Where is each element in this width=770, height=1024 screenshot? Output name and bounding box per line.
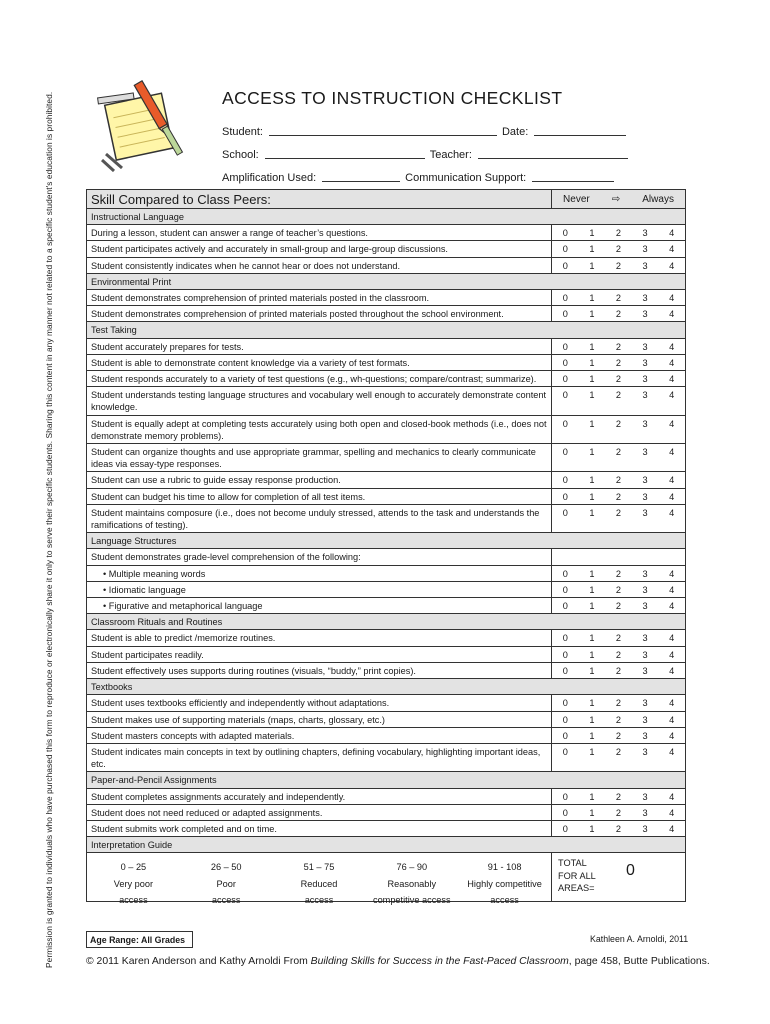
interpretation-l1: Very poor — [113, 878, 154, 889]
score-option[interactable]: 4 — [669, 601, 675, 612]
score-option[interactable]: 4 — [669, 649, 675, 660]
table-row — [87, 695, 685, 711]
author-credit: Kathleen A. Arnoldi, 2011 — [590, 934, 689, 944]
table-row — [87, 630, 685, 646]
score-option[interactable]: 0 — [562, 507, 568, 518]
page-title: ACCESS TO INSTRUCTION CHECKLIST — [222, 88, 563, 108]
skill-text: Student makes use of supporting materials (maps, charts, glossary, etc.) — [87, 712, 552, 727]
score-option[interactable]: 0 — [562, 649, 568, 660]
score-option[interactable]: 2 — [615, 807, 622, 818]
total-label-2: FOR ALL — [558, 870, 596, 881]
skill-text: Student consistently indicates when he cannot hear or does not understand. — [87, 258, 552, 273]
score-option[interactable]: 0 — [562, 228, 568, 239]
score-option[interactable]: 1 — [589, 491, 595, 502]
section-title: Language Structures — [91, 536, 177, 547]
section-header — [87, 837, 685, 853]
table-row — [87, 387, 685, 415]
score-option[interactable]: 0 — [562, 341, 568, 352]
skill-text: Student understands testing language structures and vocabulary well enough to accurately demonstrate content knowledge. — [87, 387, 552, 414]
score-option[interactable]: 2 — [615, 357, 622, 368]
score-option[interactable]: 4 — [669, 447, 675, 458]
interpretation-range: 0 – 25 — [120, 862, 147, 873]
table-title: Skill Compared to Class Peers: — [87, 190, 552, 208]
score-option[interactable]: 4 — [669, 475, 675, 486]
permission-note: Permission is granted to individuals who have purchased this form to reproduce or electronically share it only to serve their specific students. Sharing this content in any manner not related to a specific student's education is prohibited. — [44, 91, 54, 968]
score-option[interactable]: 2 — [615, 568, 622, 579]
section-header — [87, 322, 685, 338]
table-row — [87, 805, 685, 821]
score-option[interactable]: 2 — [615, 475, 622, 486]
table-row — [87, 258, 685, 274]
score-option[interactable]: 1 — [589, 293, 595, 304]
score-option[interactable]: 4 — [669, 584, 675, 595]
table-header — [87, 190, 685, 209]
student-date-row — [222, 115, 642, 138]
score-option[interactable]: 2 — [615, 584, 622, 595]
interpretation-guide — [87, 853, 685, 906]
skill-text: Student does not need reduced or adapted assignments. — [87, 805, 552, 820]
score-option[interactable]: 0 — [562, 746, 568, 757]
copyright-pre: © 2011 Karen Anderson and Kathy Arnoldi From — [86, 956, 311, 967]
teacher-label: Teacher: — [429, 149, 472, 161]
score-option[interactable]: 0 — [562, 244, 568, 255]
table-row — [87, 444, 685, 472]
score-option[interactable]: 4 — [669, 341, 675, 352]
score-option[interactable]: 1 — [589, 746, 595, 757]
table-row — [87, 789, 685, 805]
score-option[interactable]: 2 — [615, 309, 622, 320]
table-row — [87, 549, 685, 565]
score-option[interactable]: 2 — [615, 491, 622, 502]
score-option[interactable]: 1 — [589, 633, 595, 644]
interpretation-l2: competitive access — [372, 895, 451, 906]
score-option[interactable]: 4 — [669, 791, 675, 802]
score-option[interactable]: 1 — [589, 418, 595, 429]
score-option[interactable]: 4 — [669, 491, 675, 502]
score-option[interactable]: 2 — [615, 665, 622, 676]
amplification-label: Amplification Used: — [222, 172, 317, 184]
score-option[interactable]: 0 — [562, 791, 568, 802]
score-option[interactable]: 0 — [562, 357, 568, 368]
score-option[interactable]: 2 — [615, 507, 622, 518]
section-title: Test Taking — [91, 325, 137, 336]
student-field[interactable] — [269, 125, 497, 136]
amplification-row — [222, 161, 642, 184]
score-option[interactable]: 0 — [562, 491, 568, 502]
interpretation-cell — [273, 853, 366, 906]
total-label-3: AREAS= — [558, 883, 595, 894]
score-option[interactable]: 1 — [589, 244, 595, 255]
interpretation-l2: access — [490, 895, 519, 906]
score-option[interactable]: 1 — [589, 568, 595, 579]
skill-text: Student participates actively and accurately in small-group and large-group discussions. — [87, 241, 552, 256]
table-row — [87, 566, 685, 582]
score-option[interactable]: 0 — [562, 475, 568, 486]
score-option[interactable]: 2 — [615, 714, 622, 725]
score-option[interactable]: 2 — [615, 244, 622, 255]
score-option[interactable]: 4 — [669, 746, 675, 757]
communication-field[interactable] — [532, 171, 614, 182]
school-field[interactable] — [265, 148, 425, 159]
score-option[interactable]: 3 — [642, 823, 648, 834]
score-option[interactable]: 1 — [589, 807, 595, 818]
always-label: Always — [642, 193, 674, 205]
score-option[interactable]: 0 — [562, 601, 568, 612]
section-header — [87, 679, 685, 695]
skill-text: Student is able to demonstrate content knowledge via a variety of test formats. — [87, 355, 552, 370]
score-option[interactable]: 2 — [615, 447, 622, 458]
score-option[interactable]: 3 — [642, 357, 648, 368]
score-option[interactable]: 0 — [562, 823, 568, 834]
score-option[interactable]: 1 — [589, 714, 595, 725]
interpretation-range: 76 – 90 — [396, 862, 428, 873]
communication-label: Communication Support: — [405, 172, 527, 184]
score-option[interactable]: 3 — [642, 730, 648, 741]
score-option[interactable]: 2 — [615, 823, 622, 834]
score-option[interactable]: 3 — [642, 418, 648, 429]
school-teacher-row — [222, 138, 642, 161]
score-option[interactable]: 1 — [589, 601, 595, 612]
section-header — [87, 533, 685, 549]
score-option[interactable]: 0 — [562, 568, 568, 579]
table-row — [87, 505, 685, 533]
score-option[interactable]: 4 — [669, 507, 675, 518]
score-option[interactable]: 3 — [642, 374, 648, 385]
section-title: Instructional Language — [91, 212, 184, 222]
score-option[interactable]: 3 — [642, 390, 648, 401]
score-option[interactable]: 0 — [562, 807, 568, 818]
skill-text: Student can budget his time to allow for completion of all test items. — [87, 489, 552, 504]
skill-text: Student demonstrates grade-level comprehension of the following: — [87, 549, 552, 564]
score-option[interactable]: 1 — [589, 507, 595, 518]
skill-text: • Multiple meaning words — [87, 566, 552, 581]
table-row — [87, 339, 685, 355]
score-option[interactable]: 3 — [642, 309, 648, 320]
skill-text: Student completes assignments accurately and independently. — [87, 789, 552, 804]
pencil-notepad-icon — [92, 72, 192, 172]
interpretation-cell — [365, 853, 458, 906]
total-box — [552, 853, 685, 901]
section-header — [87, 274, 685, 290]
section-title: Interpretation Guide — [91, 840, 173, 851]
skill-text: During a lesson, student can answer a range of teacher’s questions. — [87, 225, 552, 240]
score-option[interactable]: 4 — [669, 730, 675, 741]
score-option[interactable]: 2 — [615, 649, 622, 660]
score-option[interactable]: 1 — [589, 791, 595, 802]
score-option[interactable]: 3 — [642, 746, 648, 757]
score-option[interactable]: 4 — [669, 568, 675, 579]
section-title: Textbooks — [91, 682, 133, 693]
skill-text: Student demonstrates comprehension of printed materials posted in the classroom. — [87, 290, 552, 305]
score-option[interactable]: 1 — [589, 228, 595, 239]
interpretation-range: 26 – 50 — [210, 862, 242, 873]
table-body — [87, 209, 685, 853]
score-option[interactable]: 1 — [589, 309, 595, 320]
teacher-field[interactable] — [478, 148, 628, 159]
score-option[interactable]: 4 — [669, 228, 675, 239]
score-option[interactable]: 4 — [669, 665, 675, 676]
score-option[interactable]: 3 — [642, 341, 648, 352]
score-option[interactable]: 3 — [642, 447, 648, 458]
score-option[interactable]: 2 — [615, 730, 622, 741]
score-option[interactable]: 0 — [562, 584, 568, 595]
interpretation-range: 51 – 75 — [303, 862, 335, 873]
score-option[interactable]: 3 — [642, 665, 648, 676]
copyright-line — [86, 956, 710, 967]
skill-text: • Idiomatic language — [87, 582, 552, 597]
interpretation-range: 91 - 108 — [487, 862, 522, 873]
score-option[interactable]: 2 — [615, 746, 622, 757]
checklist-table — [86, 189, 686, 906]
score-option[interactable]: 2 — [615, 374, 622, 385]
table-row — [87, 728, 685, 744]
score-option[interactable]: 0 — [562, 447, 568, 458]
score-option[interactable]: 4 — [669, 823, 675, 834]
score-option[interactable]: 3 — [642, 475, 648, 486]
table-row — [87, 225, 685, 241]
table-row — [87, 290, 685, 306]
interpretation-cell — [458, 853, 551, 906]
score-option[interactable]: 3 — [642, 584, 648, 595]
score-option[interactable]: 0 — [562, 309, 568, 320]
table-row — [87, 416, 685, 444]
score-option[interactable]: 2 — [615, 791, 622, 802]
score-option[interactable]: 1 — [589, 357, 595, 368]
score-option[interactable]: 3 — [642, 633, 648, 644]
section-header — [87, 614, 685, 630]
score-option[interactable]: 3 — [642, 791, 648, 802]
score-option[interactable]: 3 — [642, 260, 648, 271]
skill-text: Student can use a rubric to guide essay response production. — [87, 472, 552, 487]
table-row — [87, 821, 685, 837]
skill-text: Student responds accurately to a variety of test questions (e.g., wh-questions; compare/contrast; summarize). — [87, 371, 552, 386]
copyright-post: , page 458, Butte Publications. — [568, 956, 710, 967]
skill-text: Student indicates main concepts in text by outlining chapters, defining vocabulary, highlighting important ideas, etc. — [87, 744, 552, 771]
total-label-1: TOTAL — [558, 858, 587, 869]
score-option[interactable]: 2 — [615, 698, 622, 709]
date-label: Date: — [501, 126, 529, 138]
score-option[interactable]: 1 — [589, 341, 595, 352]
score-option[interactable]: 3 — [642, 568, 648, 579]
interpretation-l1: Reasonably — [387, 878, 437, 889]
skill-text: Student submits work completed and on time. — [87, 821, 552, 836]
score-option[interactable]: 3 — [642, 293, 648, 304]
score-option[interactable]: 0 — [562, 293, 568, 304]
score-option[interactable]: 1 — [589, 665, 595, 676]
score-option[interactable]: 1 — [589, 260, 595, 271]
score-option[interactable]: 4 — [669, 714, 675, 725]
score-option[interactable]: 2 — [615, 260, 622, 271]
total-value[interactable]: 0 — [626, 862, 635, 880]
skill-text: Student is equally adept at completing tests accurately using both open and closed-book methods (i.e., does not demonstrate memory problems). — [87, 416, 552, 443]
form-header — [222, 88, 642, 184]
score-option[interactable]: 4 — [669, 390, 675, 401]
score-option[interactable]: 4 — [669, 418, 675, 429]
interpretation-l2: access — [119, 895, 148, 906]
score-option[interactable]: 4 — [669, 260, 675, 271]
score-option[interactable]: 1 — [589, 823, 595, 834]
skill-text: Student participates readily. — [87, 647, 552, 662]
score-option[interactable]: 4 — [669, 357, 675, 368]
section-title: Paper-and-Pencil Assignments — [91, 775, 217, 786]
score-option[interactable]: 1 — [589, 390, 595, 401]
arrow-right-icon: ⇨ — [611, 193, 621, 205]
skill-text: Student accurately prepares for tests. — [87, 339, 552, 354]
score-option[interactable]: 1 — [589, 447, 595, 458]
skill-text: Student effectively uses supports during routines (visuals, “buddy,” print copies). — [87, 663, 552, 678]
interpretation-l2: access — [211, 895, 241, 906]
interpretation-l1: Reduced — [300, 878, 338, 889]
book-title: Building Skills for Success in the Fast-Paced Classroom — [310, 956, 569, 967]
score-option[interactable]: 1 — [589, 698, 595, 709]
score-option[interactable]: 4 — [669, 633, 675, 644]
section-header — [87, 209, 685, 225]
interpretation-l1: Highly competitive — [467, 878, 542, 889]
score-option[interactable]: 2 — [615, 341, 622, 352]
score-option[interactable]: 4 — [669, 807, 675, 818]
score-option[interactable]: 0 — [562, 698, 568, 709]
score-option[interactable]: 2 — [615, 390, 622, 401]
score-option[interactable]: 4 — [669, 309, 675, 320]
date-field[interactable] — [534, 125, 626, 136]
table-row — [87, 712, 685, 728]
section-title: Classroom Rituals and Routines — [91, 617, 223, 628]
score-option[interactable]: 4 — [669, 374, 675, 385]
score-option[interactable]: 3 — [642, 228, 648, 239]
score-option[interactable]: 1 — [589, 475, 595, 486]
score-option[interactable]: 0 — [562, 633, 568, 644]
score-option[interactable]: 2 — [615, 418, 622, 429]
table-row — [87, 663, 685, 679]
skill-text: Student demonstrates comprehension of printed materials posted throughout the school environment. — [87, 306, 552, 321]
amplification-field[interactable] — [322, 171, 400, 182]
table-row — [87, 306, 685, 322]
table-row — [87, 472, 685, 488]
table-row — [87, 647, 685, 663]
score-option[interactable]: 0 — [562, 418, 568, 429]
interpretation-l2: access — [304, 895, 334, 906]
age-range-badge: Age Range: All Grades — [86, 931, 193, 948]
table-row — [87, 371, 685, 387]
score-option[interactable]: 3 — [642, 507, 648, 518]
score-option[interactable]: 2 — [615, 601, 622, 612]
score-option[interactable]: 2 — [615, 293, 622, 304]
score-option[interactable]: 3 — [642, 244, 648, 255]
section-header — [87, 772, 685, 788]
score-option[interactable]: 3 — [642, 649, 648, 660]
interpretation-cell — [180, 853, 273, 906]
score-option[interactable]: 0 — [562, 390, 568, 401]
score-option[interactable]: 0 — [562, 260, 568, 271]
score-option[interactable]: 2 — [615, 633, 622, 644]
score-option[interactable]: 3 — [642, 714, 648, 725]
score-option[interactable]: 3 — [642, 698, 648, 709]
score-option[interactable]: 0 — [562, 665, 568, 676]
skill-text: Student maintains composure (i.e., does not become unduly stressed, attends to the task and understands the ramifications of testing). — [87, 505, 552, 532]
score-option[interactable]: 2 — [615, 228, 622, 239]
score-option[interactable]: 1 — [589, 584, 595, 595]
score-option[interactable]: 3 — [642, 601, 648, 612]
score-option[interactable]: 3 — [642, 807, 648, 818]
score-option[interactable]: 0 — [562, 374, 568, 385]
interpretation-cell — [87, 853, 180, 906]
table-row — [87, 598, 685, 614]
score-option[interactable]: 1 — [589, 374, 595, 385]
score-option[interactable]: 1 — [589, 649, 595, 660]
student-label: Student: — [222, 126, 263, 138]
table-row — [87, 241, 685, 257]
skill-text: Student is able to predict /memorize routines. — [87, 630, 552, 645]
table-row — [87, 489, 685, 505]
score-option[interactable]: 4 — [669, 244, 675, 255]
table-row — [87, 355, 685, 371]
never-label: Never — [563, 193, 590, 205]
score-option[interactable]: 1 — [589, 730, 595, 741]
section-title: Environmental Print — [91, 276, 172, 287]
score-option[interactable]: 4 — [669, 293, 675, 304]
score-option[interactable]: 0 — [562, 730, 568, 741]
score-option[interactable]: 4 — [669, 698, 675, 709]
skill-text: Student masters concepts with adapted materials. — [87, 728, 552, 743]
school-label: School: — [222, 149, 259, 161]
skill-text: Student uses textbooks efficiently and independently without adaptations. — [87, 695, 552, 710]
score-option[interactable]: 0 — [562, 714, 568, 725]
score-option[interactable]: 3 — [642, 491, 648, 502]
table-row — [87, 582, 685, 598]
skill-text: Student can organize thoughts and use appropriate grammar, spelling and mechanics to clearly communicate ideas via essay-type responses. — [87, 444, 552, 471]
interpretation-l1: Poor — [216, 878, 236, 889]
table-row — [87, 744, 685, 772]
skill-text: • Figurative and metaphorical language — [87, 598, 552, 613]
